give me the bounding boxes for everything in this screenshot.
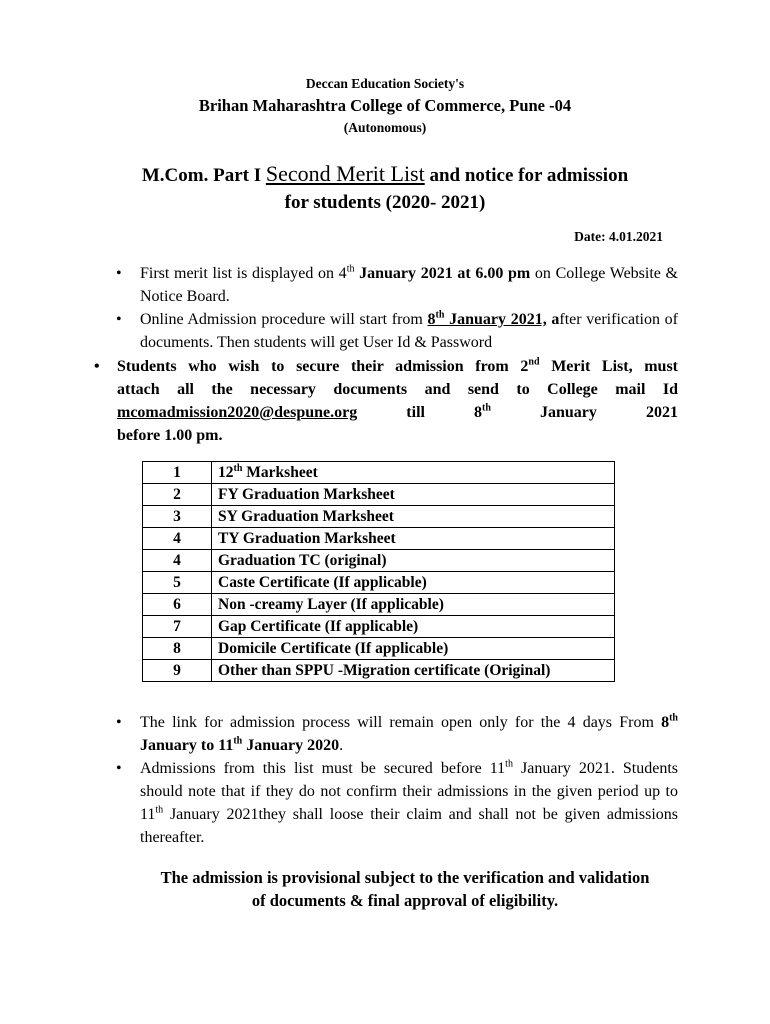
superscript: th (505, 758, 513, 770)
list-item (116, 711, 678, 757)
closing-line: of documents & final approval of eligibility. (251, 891, 559, 910)
table-row (143, 572, 615, 594)
bullet-text: fter verification of documents. Then students will get User Id & Password (140, 311, 678, 351)
document-text: Marksheet (242, 464, 318, 481)
bullet-list-bottom (116, 711, 678, 849)
superscript: th (346, 263, 355, 275)
bullet-line (94, 401, 678, 424)
bullet-text: January 2021. Students should note that if they do not confirm their admissions in the given period up to 11 (140, 760, 679, 823)
table-cell-number: 8 (143, 638, 212, 660)
list-item (94, 355, 678, 378)
table-row (143, 594, 615, 616)
table-cell-document: Domicile Certificate (If applicable) (212, 638, 615, 660)
bullet-line (94, 424, 678, 447)
table-cell-number: 3 (143, 506, 212, 528)
superscript: th (669, 712, 678, 724)
bullet-text: till (406, 404, 425, 421)
bullet-list-top (116, 262, 678, 354)
bullet-icon: • (94, 358, 100, 375)
bullet-text: Merit List, must (539, 358, 679, 375)
table-cell-document: Non -creamy Layer (If applicable) (212, 594, 615, 616)
bullet-bold-text: January 2021 at 6.00 pm (354, 265, 531, 282)
table-row (143, 638, 615, 660)
bullet-text: Online Admission procedure will start from (140, 311, 428, 328)
list-item (116, 308, 678, 354)
bullet-icon: • (116, 311, 122, 328)
date-range: January to 11 (140, 737, 234, 754)
date-day: 8 (661, 714, 670, 731)
table-cell-number: 4 (143, 528, 212, 550)
table-cell-number: 1 (143, 462, 212, 484)
bullet-icon: • (116, 265, 122, 282)
table-row (143, 484, 615, 506)
table-cell-document: TY Graduation Marksheet (212, 528, 615, 550)
table-cell-number: 9 (143, 660, 212, 682)
superscript: nd (528, 356, 540, 368)
bullet-text: . (339, 737, 344, 754)
table-row (143, 506, 615, 528)
college-name: Brihan Maharashtra College of Commerce, Pune -04 (198, 96, 572, 115)
deadline-year: 2021 (645, 404, 678, 421)
superscript: th (435, 309, 445, 321)
list-item (116, 757, 678, 849)
date-month: January 2021, (444, 311, 547, 328)
title-line2: for students (2020- 2021) (284, 192, 486, 213)
bullet-text: Students who wish to secure their admission from 2 (117, 358, 529, 375)
documents-table (142, 461, 615, 682)
closing-note (0, 866, 770, 912)
bullet-text: First merit list is displayed on 4 (140, 265, 347, 282)
table-cell-number: 5 (143, 572, 212, 594)
bullet-bold-text: a (546, 311, 560, 328)
bullet-line (94, 378, 678, 401)
table-row (143, 550, 615, 572)
bullet-bold-text (428, 311, 547, 328)
superscript: th (233, 735, 243, 747)
bullet-bold-block (94, 355, 678, 447)
table-row (143, 462, 615, 484)
table-cell-number: 4 (143, 550, 212, 572)
title-highlight: Second Merit List (265, 161, 425, 186)
society-name: Deccan Education Society's (305, 76, 465, 91)
deadline-day (474, 401, 491, 424)
notice-date: Date: 4.01.2021 (574, 229, 663, 244)
superscript: th (482, 402, 491, 414)
table-cell-number: 6 (143, 594, 212, 616)
table-cell-document: Graduation TC (original) (212, 550, 615, 572)
bullet-text: January 2021they shall loose their claim and shall not be given admissions thereafter. (140, 806, 678, 846)
table-cell-document: Gap Certificate (If applicable) (212, 616, 615, 638)
table-cell-number: 7 (143, 616, 212, 638)
closing-line: The admission is provisional subject to the verification and validation (160, 868, 650, 887)
table-row (143, 660, 615, 682)
bullet-icon: • (116, 714, 122, 731)
bullet-text: on College Website & Notice Board. (140, 265, 679, 305)
day-number: 8 (474, 404, 483, 421)
bullet-text: before 1.00 pm. (117, 427, 223, 444)
table-cell-document: SY Graduation Marksheet (212, 506, 615, 528)
table-cell-number: 2 (143, 484, 212, 506)
title-prefix: M.Com. Part I (141, 165, 266, 186)
table-cell-document: FY Graduation Marksheet (212, 484, 615, 506)
superscript: th (155, 804, 164, 816)
bullet-text: Admissions from this list must be secured before 11 (140, 760, 506, 777)
college-status: (Autonomous) (343, 120, 427, 135)
bullet-icon: • (116, 760, 122, 777)
bullet-text: The link for admission process will remain open only for the 4 days From (140, 714, 662, 731)
date-day: 8 (427, 311, 436, 328)
table-row (143, 616, 615, 638)
superscript: th (233, 462, 243, 474)
title-suffix: and notice for admission (424, 165, 629, 186)
date-year: January 2020 (242, 737, 340, 754)
bullet-text: attach all the necessary documents and send to College mail Id (117, 381, 678, 398)
email-link[interactable]: mcomadmission2020@despune.org (117, 404, 358, 421)
table-row (143, 528, 615, 550)
table-cell-document (212, 462, 615, 484)
list-item (116, 262, 678, 308)
notice-title (0, 160, 770, 216)
table-cell-document: Caste Certificate (If applicable) (212, 572, 615, 594)
table-cell-document: Other than SPPU -Migration certificate (Original) (212, 660, 615, 682)
deadline-month: January (540, 404, 597, 421)
document-text: 12 (218, 464, 234, 481)
